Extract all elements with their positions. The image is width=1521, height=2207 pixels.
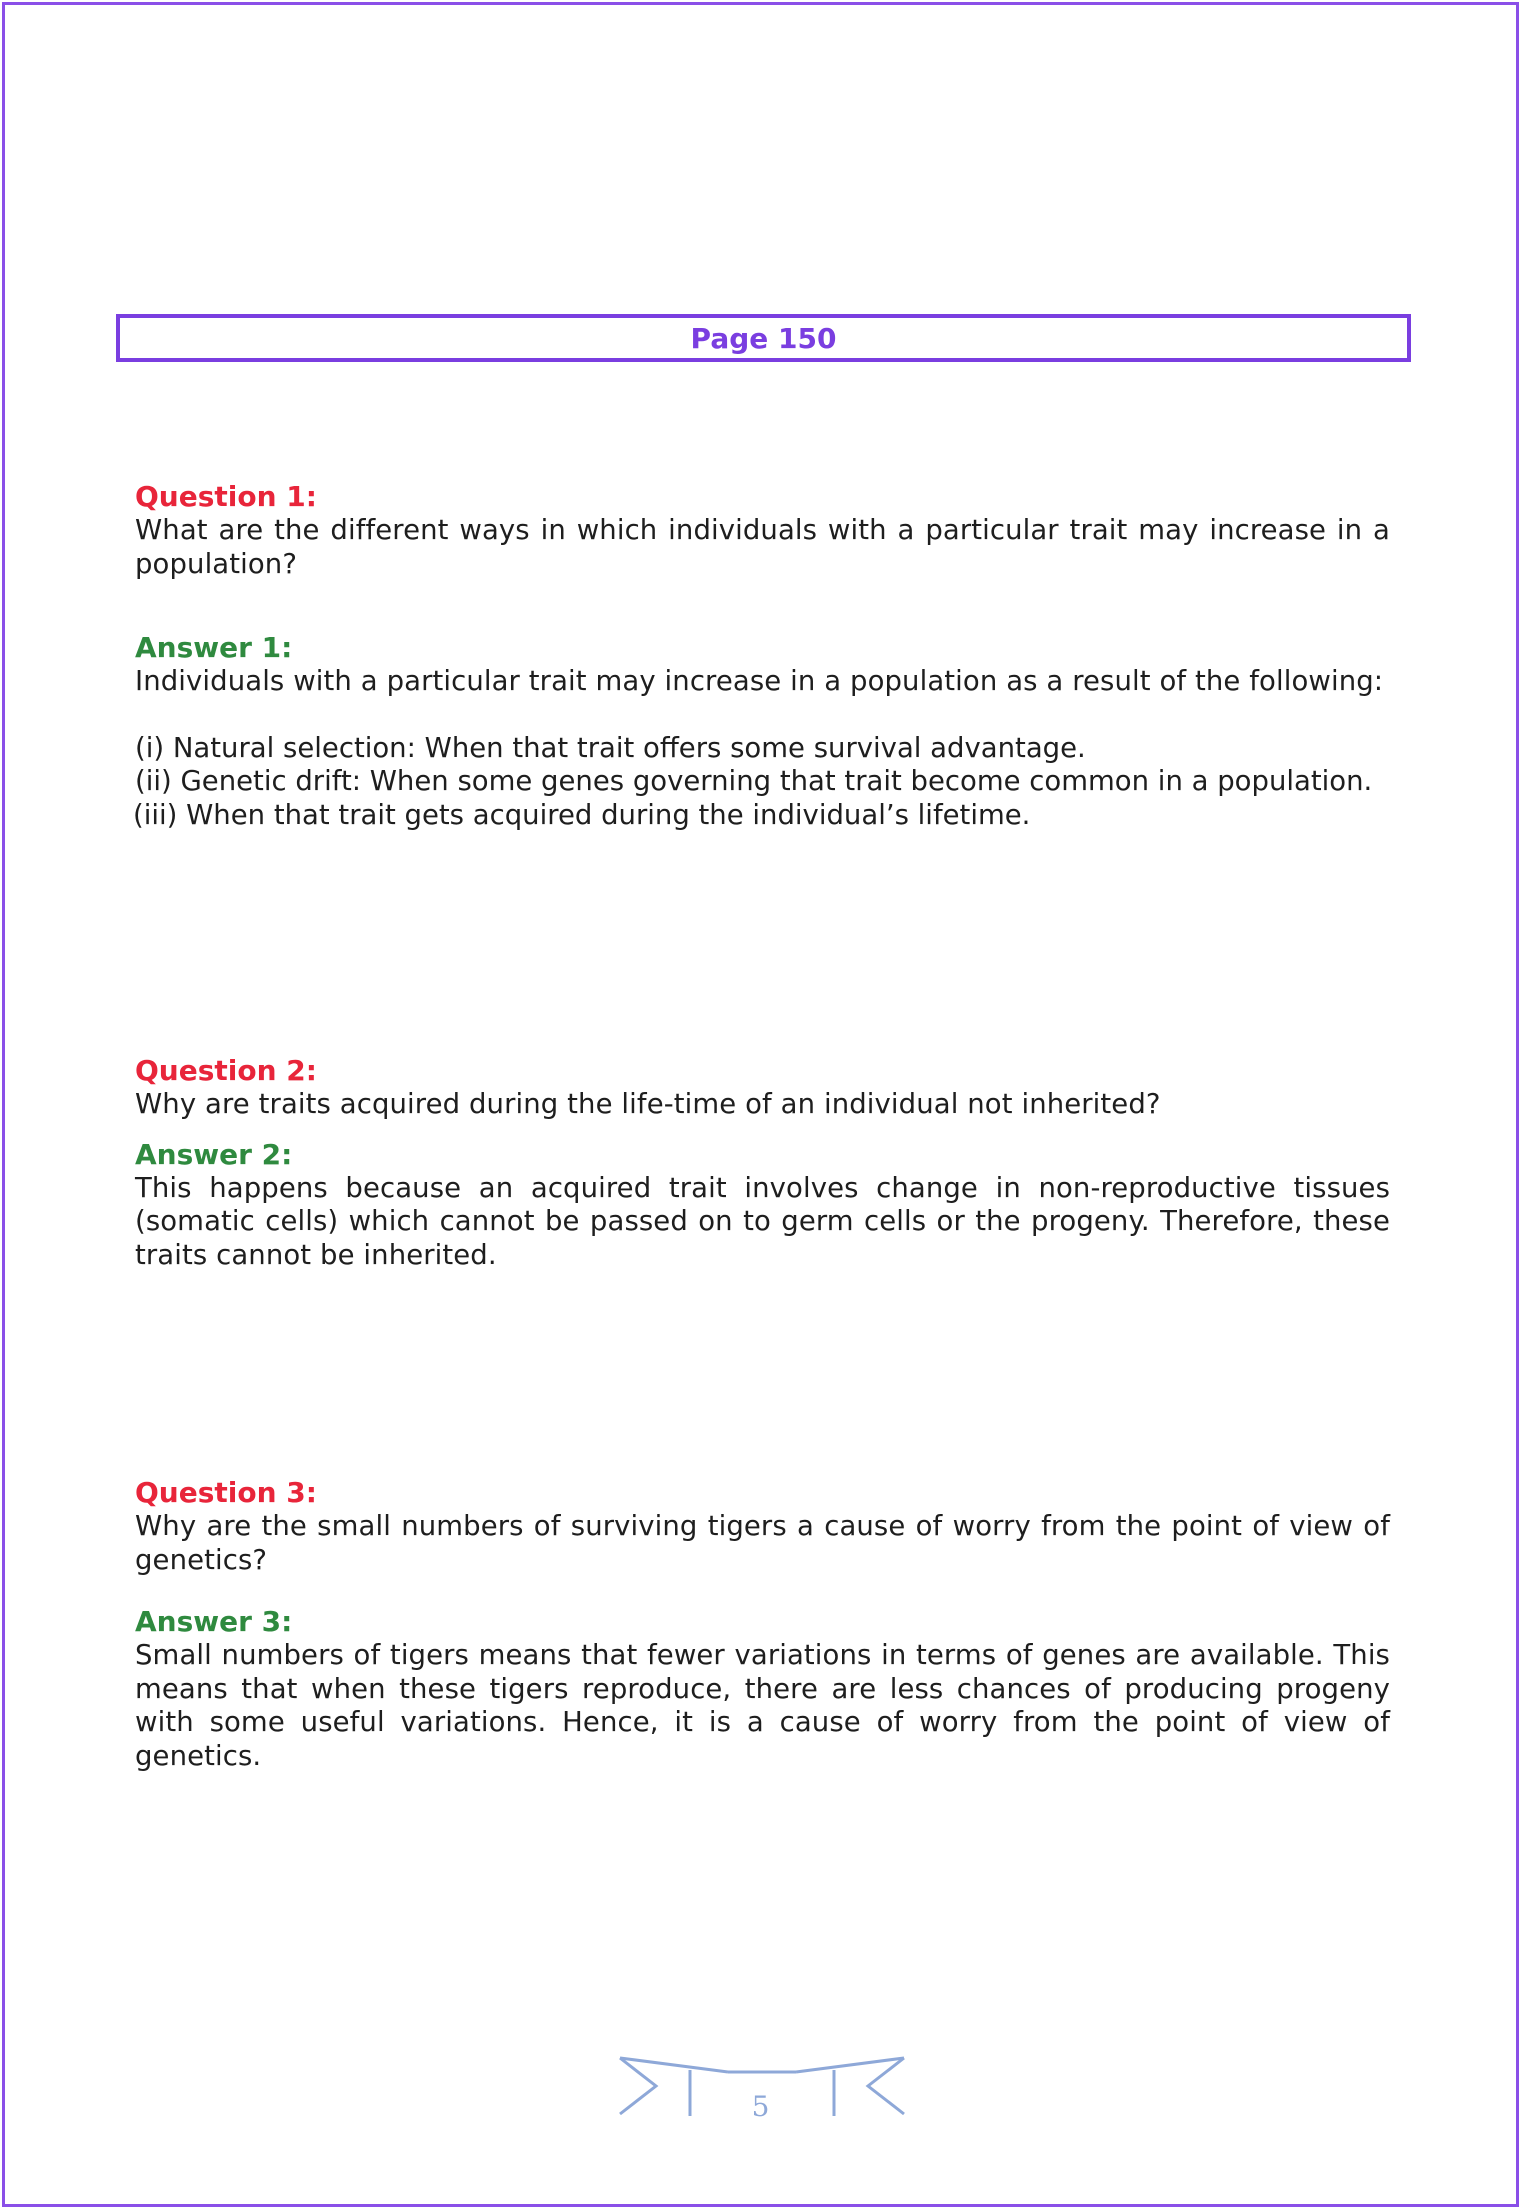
qa-block-3 — [135, 1476, 1390, 1773]
answer-label: Answer 1: — [135, 631, 293, 664]
question-label: Question 3: — [135, 1476, 317, 1509]
qa-block-1 — [135, 480, 1390, 832]
answer-label: Answer 2: — [135, 1137, 293, 1171]
question-text: Why are the small numbers of surviving tigers a cause of worry from the point of view of genetics? — [135, 1510, 1390, 1576]
answer-point: (iii) When that trait gets acquired during the individual’s lifetime. — [133, 798, 1031, 831]
question-text: Why are traits acquired during the life-time of an individual not inherited? — [135, 1088, 1161, 1120]
page-number: 5 — [751, 2090, 770, 2123]
question-text: What are the different ways in which individuals with a particular trait may increase in a population? — [135, 514, 1390, 580]
question-label: Question 1: — [135, 480, 317, 513]
answer-text: Small numbers of tigers means that fewer variations in terms of genes are available. This means that when these tigers reproduce, there are less chances of producing progeny with some useful variations. Hence, it is a cause of worry from the point of view of genetics. — [135, 1639, 1390, 1772]
answer-point: (ii) Genetic drift: When some genes governing that trait become common in a population. — [135, 765, 1373, 797]
qa-block-2 — [135, 1054, 1390, 1272]
page-header-box — [116, 314, 1411, 362]
question-label: Question 2: — [135, 1054, 317, 1087]
page-title: Page 150 — [690, 321, 837, 355]
answer-text: This happens because an acquired trait involves change in non-reproductive tissues (somatic cells) which cannot be passed on to germ cells or the progeny. Therefore, these traits cannot be inherited. — [135, 1171, 1390, 1271]
answer-point: (i) Natural selection: When that trait offers some survival advantage. — [135, 731, 1086, 764]
answer-label: Answer 3: — [135, 1605, 293, 1638]
answer-intro: Individuals with a particular trait may increase in a population as a result of the following: — [135, 665, 1384, 697]
